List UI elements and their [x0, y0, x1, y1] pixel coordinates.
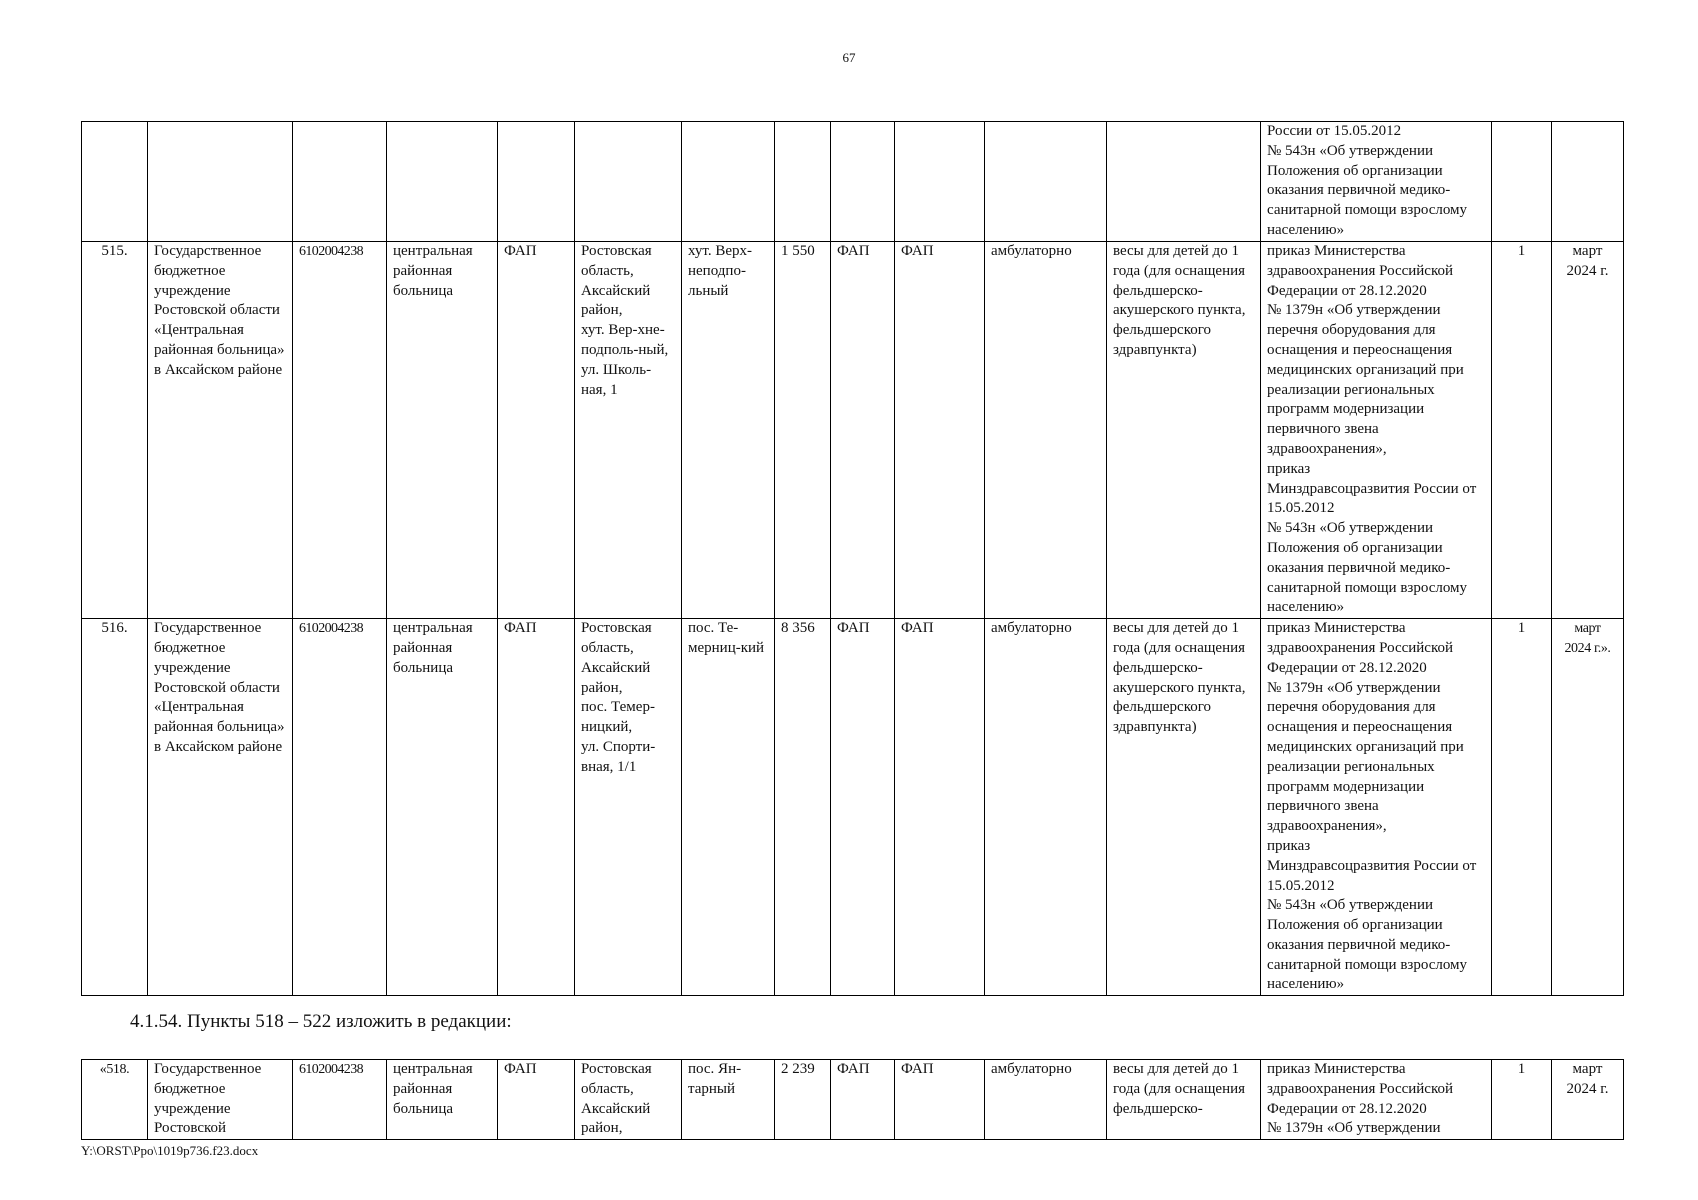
settlement-cell: пос. Ян-тарный	[682, 1060, 775, 1140]
amendment-paragraph: 4.1.54. Пункты 518 – 522 изложить в редакции:	[130, 1011, 512, 1032]
equipment-table-continued	[81, 1059, 1624, 1140]
mode-cell: амбулаторно	[985, 242, 1107, 619]
settlement-cell: хут. Верх-неподпо-льный	[682, 242, 775, 619]
page-number: 67	[842, 50, 856, 65]
unit-b-cell: ФАП	[895, 242, 985, 619]
address-cell: Ростовская область, Аксайский район, хут. Вер-хне-подполь-ный, ул. Школь-ная, 1	[575, 242, 682, 619]
inn-cell: 6102004238	[293, 1060, 387, 1140]
row-number: 515.	[82, 242, 148, 619]
continuation-row	[82, 122, 1624, 242]
equipment-cell: весы для детей до 1 года (для оснащения фельдшерско-акушерского пункта, фельдшерского здравпункта)	[1107, 242, 1261, 619]
settlement-cell: пос. Те-мерниц-кий	[682, 619, 775, 996]
org-type-cell: центральная районная больница	[387, 619, 498, 996]
date-cell: март 2024 г.	[1552, 242, 1624, 619]
organization-cell: Государственное бюджетное учреждение Ростовской	[148, 1060, 293, 1140]
quantity-cell: 1	[1492, 619, 1552, 996]
basis-cell: приказ Министерства здравоохранения Российской Федерации от 28.12.2020 № 1379н «Об утверждении	[1261, 1060, 1492, 1140]
inn-cell: 6102004238	[293, 242, 387, 619]
date-cell: март 2024 г.».	[1552, 619, 1624, 996]
address-cell: Ростовская область, Аксайский район, пос. Темер-ницкий, ул. Спорти-вная, 1/1	[575, 619, 682, 996]
file-path-footer: Y:\ORST\Ppo\1019p736.f23.docx	[81, 1143, 259, 1158]
org-type-cell: центральная районная больница	[387, 242, 498, 619]
row-number: «518.	[82, 1060, 148, 1140]
equipment-cell: весы для детей до 1 года (для оснащения фельдшерско-	[1107, 1060, 1261, 1140]
table-row	[82, 619, 1624, 996]
unit-type-cell: ФАП	[498, 1060, 575, 1140]
organization-cell: Государственное бюджетное учреждение Ростовской области «Центральная районная больница» в Аксайском районе	[148, 619, 293, 996]
org-type-cell: центральная районная больница	[387, 1060, 498, 1140]
basis-cell: приказ Министерства здравоохранения Российской Федерации от 28.12.2020 № 1379н «Об утверждении перечня оборудования для оснащения и переоснащения медицинских организаций при реализации региональных программ модернизации первичного звена здравоохранения», приказ Минздравсоцразвития России от 15.05.2012 № 543н «Об утверждении Положения об организации оказания первичной медико-санитарной помощи взрослому населению»	[1261, 619, 1492, 996]
mode-cell: амбулаторно	[985, 1060, 1107, 1140]
population-cell: 2 239	[775, 1060, 831, 1140]
unit-a-cell: ФАП	[831, 619, 895, 996]
table-row	[82, 242, 1624, 619]
row-number: 516.	[82, 619, 148, 996]
unit-a-cell: ФАП	[831, 1060, 895, 1140]
equipment-cell: весы для детей до 1 года (для оснащения фельдшерско-акушерского пункта, фельдшерского здравпункта)	[1107, 619, 1261, 996]
equipment-table	[81, 121, 1624, 996]
unit-b-cell: ФАП	[895, 619, 985, 996]
table-row	[82, 1060, 1624, 1140]
unit-a-cell: ФАП	[831, 242, 895, 619]
basis-cell: России от 15.05.2012 № 543н «Об утверждении Положения об организации оказания первичной медико-санитарной помощи взрослому населению»	[1261, 122, 1492, 242]
unit-type-cell: ФАП	[498, 619, 575, 996]
population-cell: 8 356	[775, 619, 831, 996]
quantity-cell: 1	[1492, 242, 1552, 619]
mode-cell: амбулаторно	[985, 619, 1107, 996]
address-cell: Ростовская область, Аксайский район,	[575, 1060, 682, 1140]
population-cell: 1 550	[775, 242, 831, 619]
quantity-cell: 1	[1492, 1060, 1552, 1140]
date-cell: март 2024 г.	[1552, 1060, 1624, 1140]
organization-cell: Государственное бюджетное учреждение Ростовской области «Центральная районная больница» в Аксайском районе	[148, 242, 293, 619]
unit-type-cell: ФАП	[498, 242, 575, 619]
inn-cell: 6102004238	[293, 619, 387, 996]
basis-cell: приказ Министерства здравоохранения Российской Федерации от 28.12.2020 № 1379н «Об утверждении перечня оборудования для оснащения и переоснащения медицинских организаций при реализации региональных программ модернизации первичного звена здравоохранения», приказ Минздравсоцразвития России от 15.05.2012 № 543н «Об утверждении Положения об организации оказания первичной медико-санитарной помощи взрослому населению»	[1261, 242, 1492, 619]
unit-b-cell: ФАП	[895, 1060, 985, 1140]
